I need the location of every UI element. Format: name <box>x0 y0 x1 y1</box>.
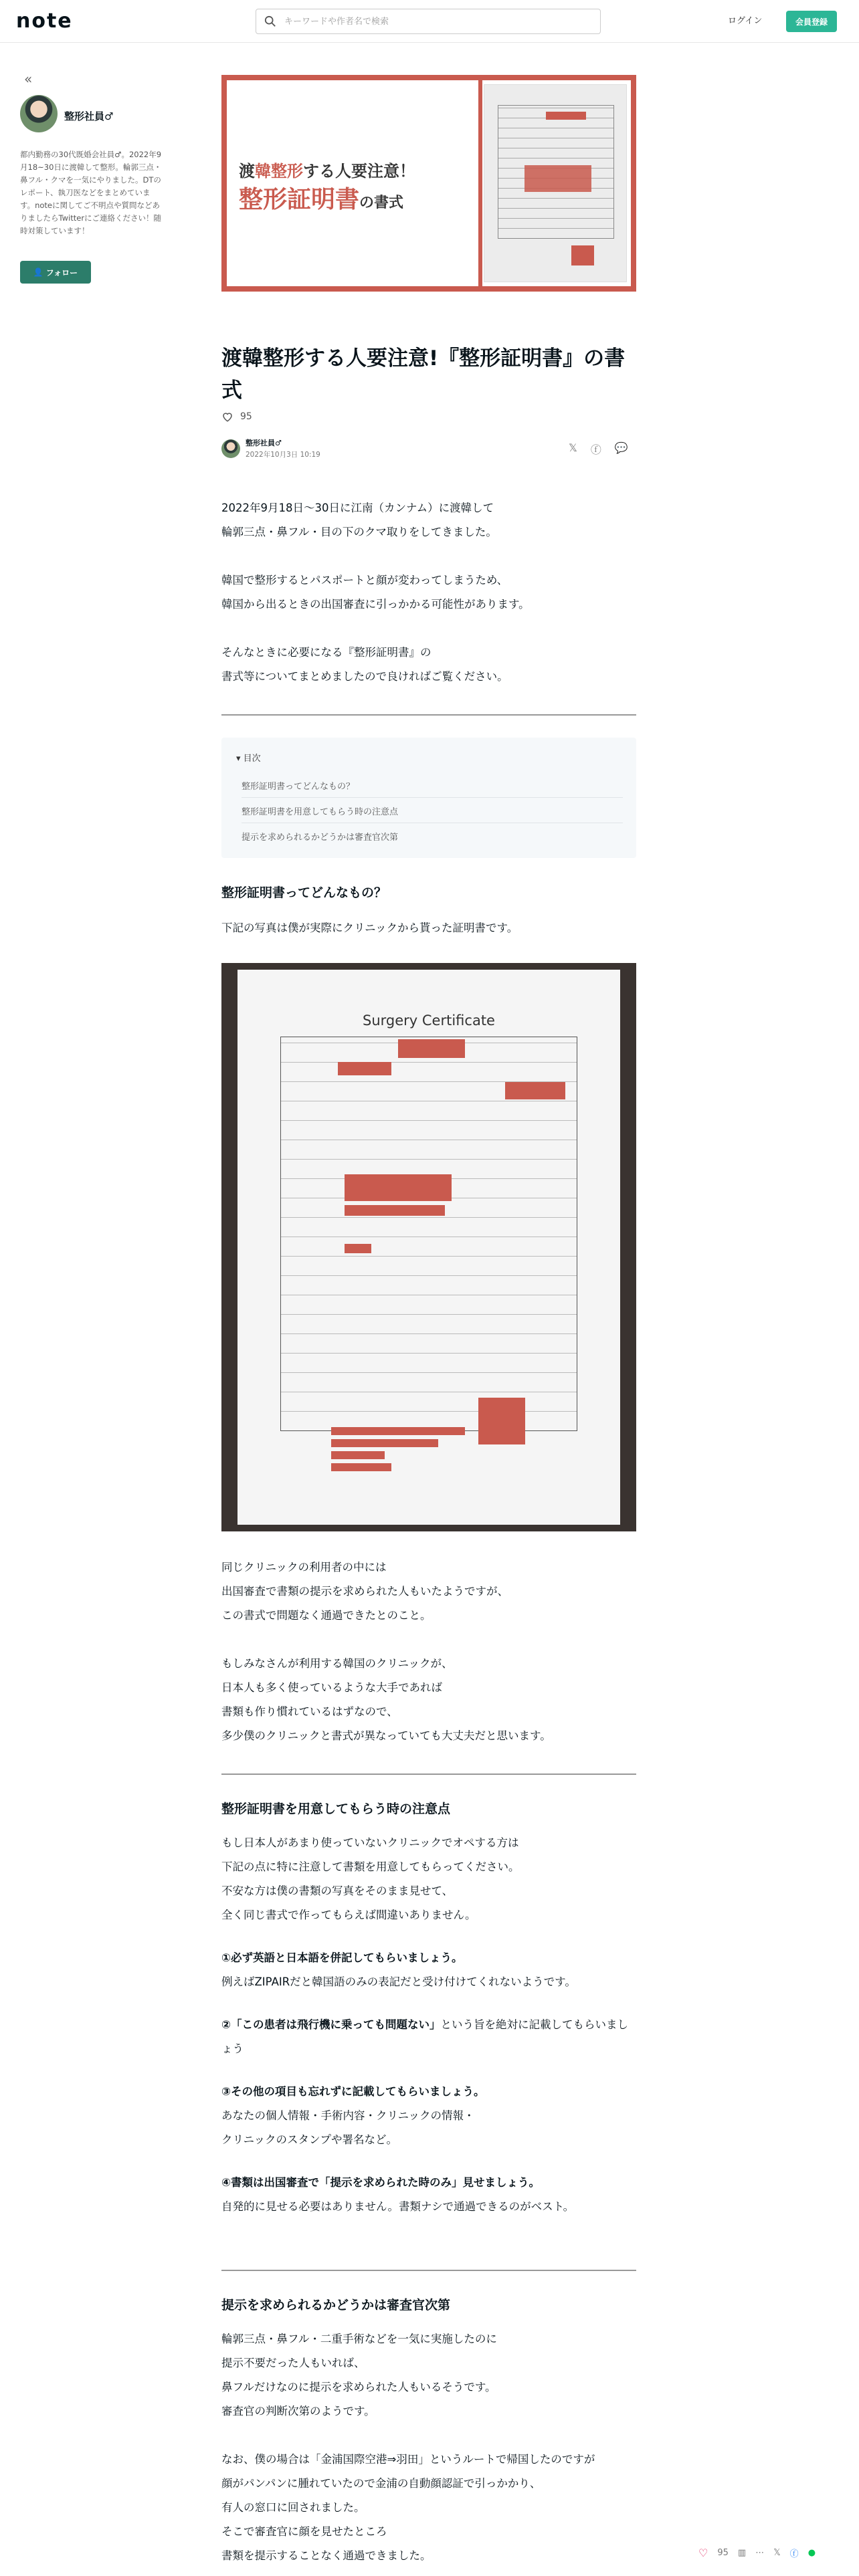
publish-date: 2022年10月3日 10:19 <box>246 451 320 459</box>
article-title: 渡韓整形する人要注意!『整形証明書』の書式 <box>221 346 626 403</box>
redacted-chop <box>331 1463 391 1471</box>
section-1-after <box>221 1555 636 1748</box>
article-intro <box>221 496 636 689</box>
paragraph-line: この書式で問題なく通過できたとのこと。 <box>221 1609 432 1622</box>
table-of-contents <box>221 738 636 858</box>
note-logo[interactable]: note <box>16 9 73 33</box>
paragraph-line: 不安な方は僕の書類の写真をそのまま見せて、 <box>221 1885 454 1897</box>
article-meta <box>221 437 320 459</box>
paragraph-line: なお、僕の場合は「金浦国際空港⇒羽田」というルートで帰国したのですが <box>221 2453 595 2466</box>
section-heading: 整形証明書を用意してもらう時の注意点 <box>221 1802 451 1816</box>
paragraph-line: あなたの個人情報・手術内容・クリニックの情報・ <box>221 2109 475 2122</box>
intro-line: 輪郭三点・鼻フル・目の下のクマ取りをしてきました。 <box>221 526 497 538</box>
more-options-icon[interactable]: ⋯ <box>755 2548 765 2558</box>
paragraph-line: 書類を提示することなく通過できました。 <box>221 2549 432 2562</box>
section-lead: 下記の写真は僕が実際にクリニックから貰った証明書です。 <box>221 922 518 934</box>
paragraph-line: 輪郭三点・鼻フル・二重手術などを一気に実施したのに <box>221 2333 497 2345</box>
search-box[interactable] <box>256 9 601 34</box>
line-share-icon[interactable]: ● <box>807 2548 816 2558</box>
share-buttons <box>569 441 628 457</box>
author-bio: 都内勤務の30代既婚会社員♂。2022年9月18~30日に渡韓して整形。輪郭三点・鼻フル・クマを一気にやりました。DTのレポート、執刀医などをまとめています。noteに関してご不明点や質問などありましたらTwitterにご連絡ください！随時対策しています！ <box>20 150 162 235</box>
section-3 <box>221 2295 636 2568</box>
like-count: 95 <box>240 411 252 422</box>
author-avatar[interactable] <box>20 95 58 132</box>
paragraph-line: 書類も作り慣れているはずなので、 <box>221 1705 398 1718</box>
certificate-title: Surgery Certificate <box>363 1012 495 1029</box>
paragraph-line: 審査官の判断次第のようです。 <box>221 2405 375 2418</box>
follow-label: フォロー <box>45 267 78 278</box>
redacted-patient <box>345 1244 371 1253</box>
point-heading: ④書類は出国審査で「提示を求められた時のみ」見せましょう。 <box>221 2176 540 2189</box>
redacted-doctor <box>331 1427 465 1435</box>
point-heading: ①必ず英語と日本語を併記してもらいましょう。 <box>221 1951 463 1964</box>
toc-item[interactable]: 整形証明書ってどんなもの？ <box>242 779 623 798</box>
paragraph-line: 多少僕のクリニックと書式が異なっていても大丈夫だと思います。 <box>221 1729 551 1742</box>
paragraph-line <box>221 1628 636 1652</box>
toc-item[interactable]: 整形証明書を用意してもらう時の注意点 <box>242 804 623 823</box>
user-plus-icon: 👤 <box>33 267 43 277</box>
intro-line: 書式等についてまとめましたので良ければご覧ください。 <box>221 670 508 683</box>
login-link[interactable]: ログイン <box>728 16 763 26</box>
certificate-paper <box>237 970 620 1525</box>
hero-divider <box>478 80 482 286</box>
section-heading: 提示を求められるかどうかは審査官次第 <box>221 2298 451 2313</box>
certificate-photo <box>221 963 636 1531</box>
heart-icon[interactable]: ♡ <box>698 2547 708 2559</box>
section-1 <box>221 883 636 940</box>
site-header <box>0 0 859 43</box>
redacted-address <box>345 1205 445 1216</box>
facebook-share-icon[interactable]: ⓕ <box>590 443 601 456</box>
meta-author-avatar[interactable] <box>221 439 240 458</box>
paragraph-line: もしみなさんが利用する韓国のクリニックが、 <box>221 1657 453 1670</box>
paragraph-line: 顔がパンパンに腫れていたので金浦の自動顔認証で引っかかり、 <box>221 2477 541 2490</box>
hero-document-thumbnail <box>484 84 627 282</box>
floating-action-bar <box>698 2547 816 2559</box>
divider <box>221 1774 636 1775</box>
meta-author-name[interactable]: 整形社員♂ <box>246 439 282 447</box>
search-input[interactable] <box>284 17 579 27</box>
paragraph-line: 全く同じ書式で作ってもらえば間違いありません。 <box>221 1909 476 1921</box>
paragraph-line: 下記の点に特に注意して書類を用意してもらってください。 <box>221 1860 520 1873</box>
like-counter[interactable] <box>221 411 252 423</box>
paragraph-line: 日本人も多く使っているような大手であれば <box>221 1681 442 1694</box>
x-share-icon[interactable]: 𝕏 <box>773 2548 781 2558</box>
facebook-share-icon[interactable]: ⓕ <box>789 2549 799 2559</box>
heart-icon[interactable] <box>221 411 233 423</box>
floating-like-count: 95 <box>717 2548 729 2558</box>
redacted-license <box>331 1451 385 1459</box>
paragraph-line: 提示不要だった人もいれば、 <box>221 2357 365 2369</box>
hero-title-line2: 整形証明書の書式 <box>239 186 404 213</box>
intro-line <box>221 617 636 641</box>
paragraph-line: 出国審査で書類の提示を求められた人もいたようですが、 <box>221 1585 508 1598</box>
intro-line: そんなときに必要になる『整形証明書』の <box>221 646 432 659</box>
intro-line: 2022年9月18日〜30日に江南（カンナム）に渡韓して <box>221 502 494 514</box>
redacted-clinic <box>331 1439 438 1447</box>
redacted-name <box>398 1039 465 1058</box>
paragraph-line: 例えばZIPAIRだと韓国語のみの表記だと受け付けてくれないようです。 <box>221 1975 576 1988</box>
intro-line: 韓国から出るときの出国審査に引っかかる可能性があります。 <box>221 598 530 611</box>
magazine-add-icon[interactable]: ▥ <box>737 2548 747 2558</box>
section-heading: 整形証明書ってどんなもの？ <box>221 885 387 900</box>
paragraph-line: クリニックのスタンプや署名など。 <box>221 2133 398 2146</box>
comment-share-icon[interactable]: 💬 <box>614 441 628 454</box>
collapse-sidebar-icon[interactable]: « <box>24 71 33 87</box>
redacted-stamp <box>478 1398 525 1444</box>
paragraph-line: もし日本人があまり使っていないクリニックでオペする方は <box>221 1836 519 1849</box>
section-2 <box>221 1799 636 2219</box>
follow-button[interactable] <box>20 261 91 284</box>
paragraph-line: 鼻フルだけなのに提示を求められた人もいるそうです。 <box>221 2381 496 2393</box>
paragraph-line: 有人の窓口に回されました。 <box>221 2501 365 2514</box>
redacted-birthdate <box>505 1082 565 1099</box>
redacted-hospital <box>345 1174 452 1201</box>
hero-title-line1: 渡韓整形する人要注意！ <box>239 162 415 181</box>
x-share-icon[interactable]: 𝕏 <box>569 441 577 454</box>
intro-line: 韓国で整形するとパスポートと顔が変わってしまうため、 <box>221 574 508 586</box>
toc-item[interactable]: 提示を求められるかどうかは審査官次第 <box>242 833 399 843</box>
point-heading: ②「この患者は飛行機に乗っても問題ない」という旨を絶対に記載してもらいましょう <box>221 2018 628 2055</box>
paragraph-line: そこで審査官に顔を見せたところ <box>221 2525 387 2538</box>
sidebar-author-name[interactable]: 整形社員♂ <box>64 110 114 122</box>
paragraph-line: 同じクリニックの利用者の中には <box>221 1561 387 1574</box>
redacted-passport <box>338 1062 391 1075</box>
search-icon <box>264 15 276 27</box>
intro-line <box>221 544 636 568</box>
divider <box>221 2270 636 2271</box>
paragraph-line: 自発的に見せる必要はありません。書類ナシで通過できるのがベスト。 <box>221 2200 575 2213</box>
divider <box>221 714 636 716</box>
point-heading: ③その他の項目も忘れずに記載してもらいましょう。 <box>221 2085 485 2098</box>
hero-image <box>221 75 636 292</box>
signup-button[interactable]: 会員登録 <box>786 11 837 32</box>
toc-toggle[interactable]: ▾ 目次 <box>236 754 261 764</box>
